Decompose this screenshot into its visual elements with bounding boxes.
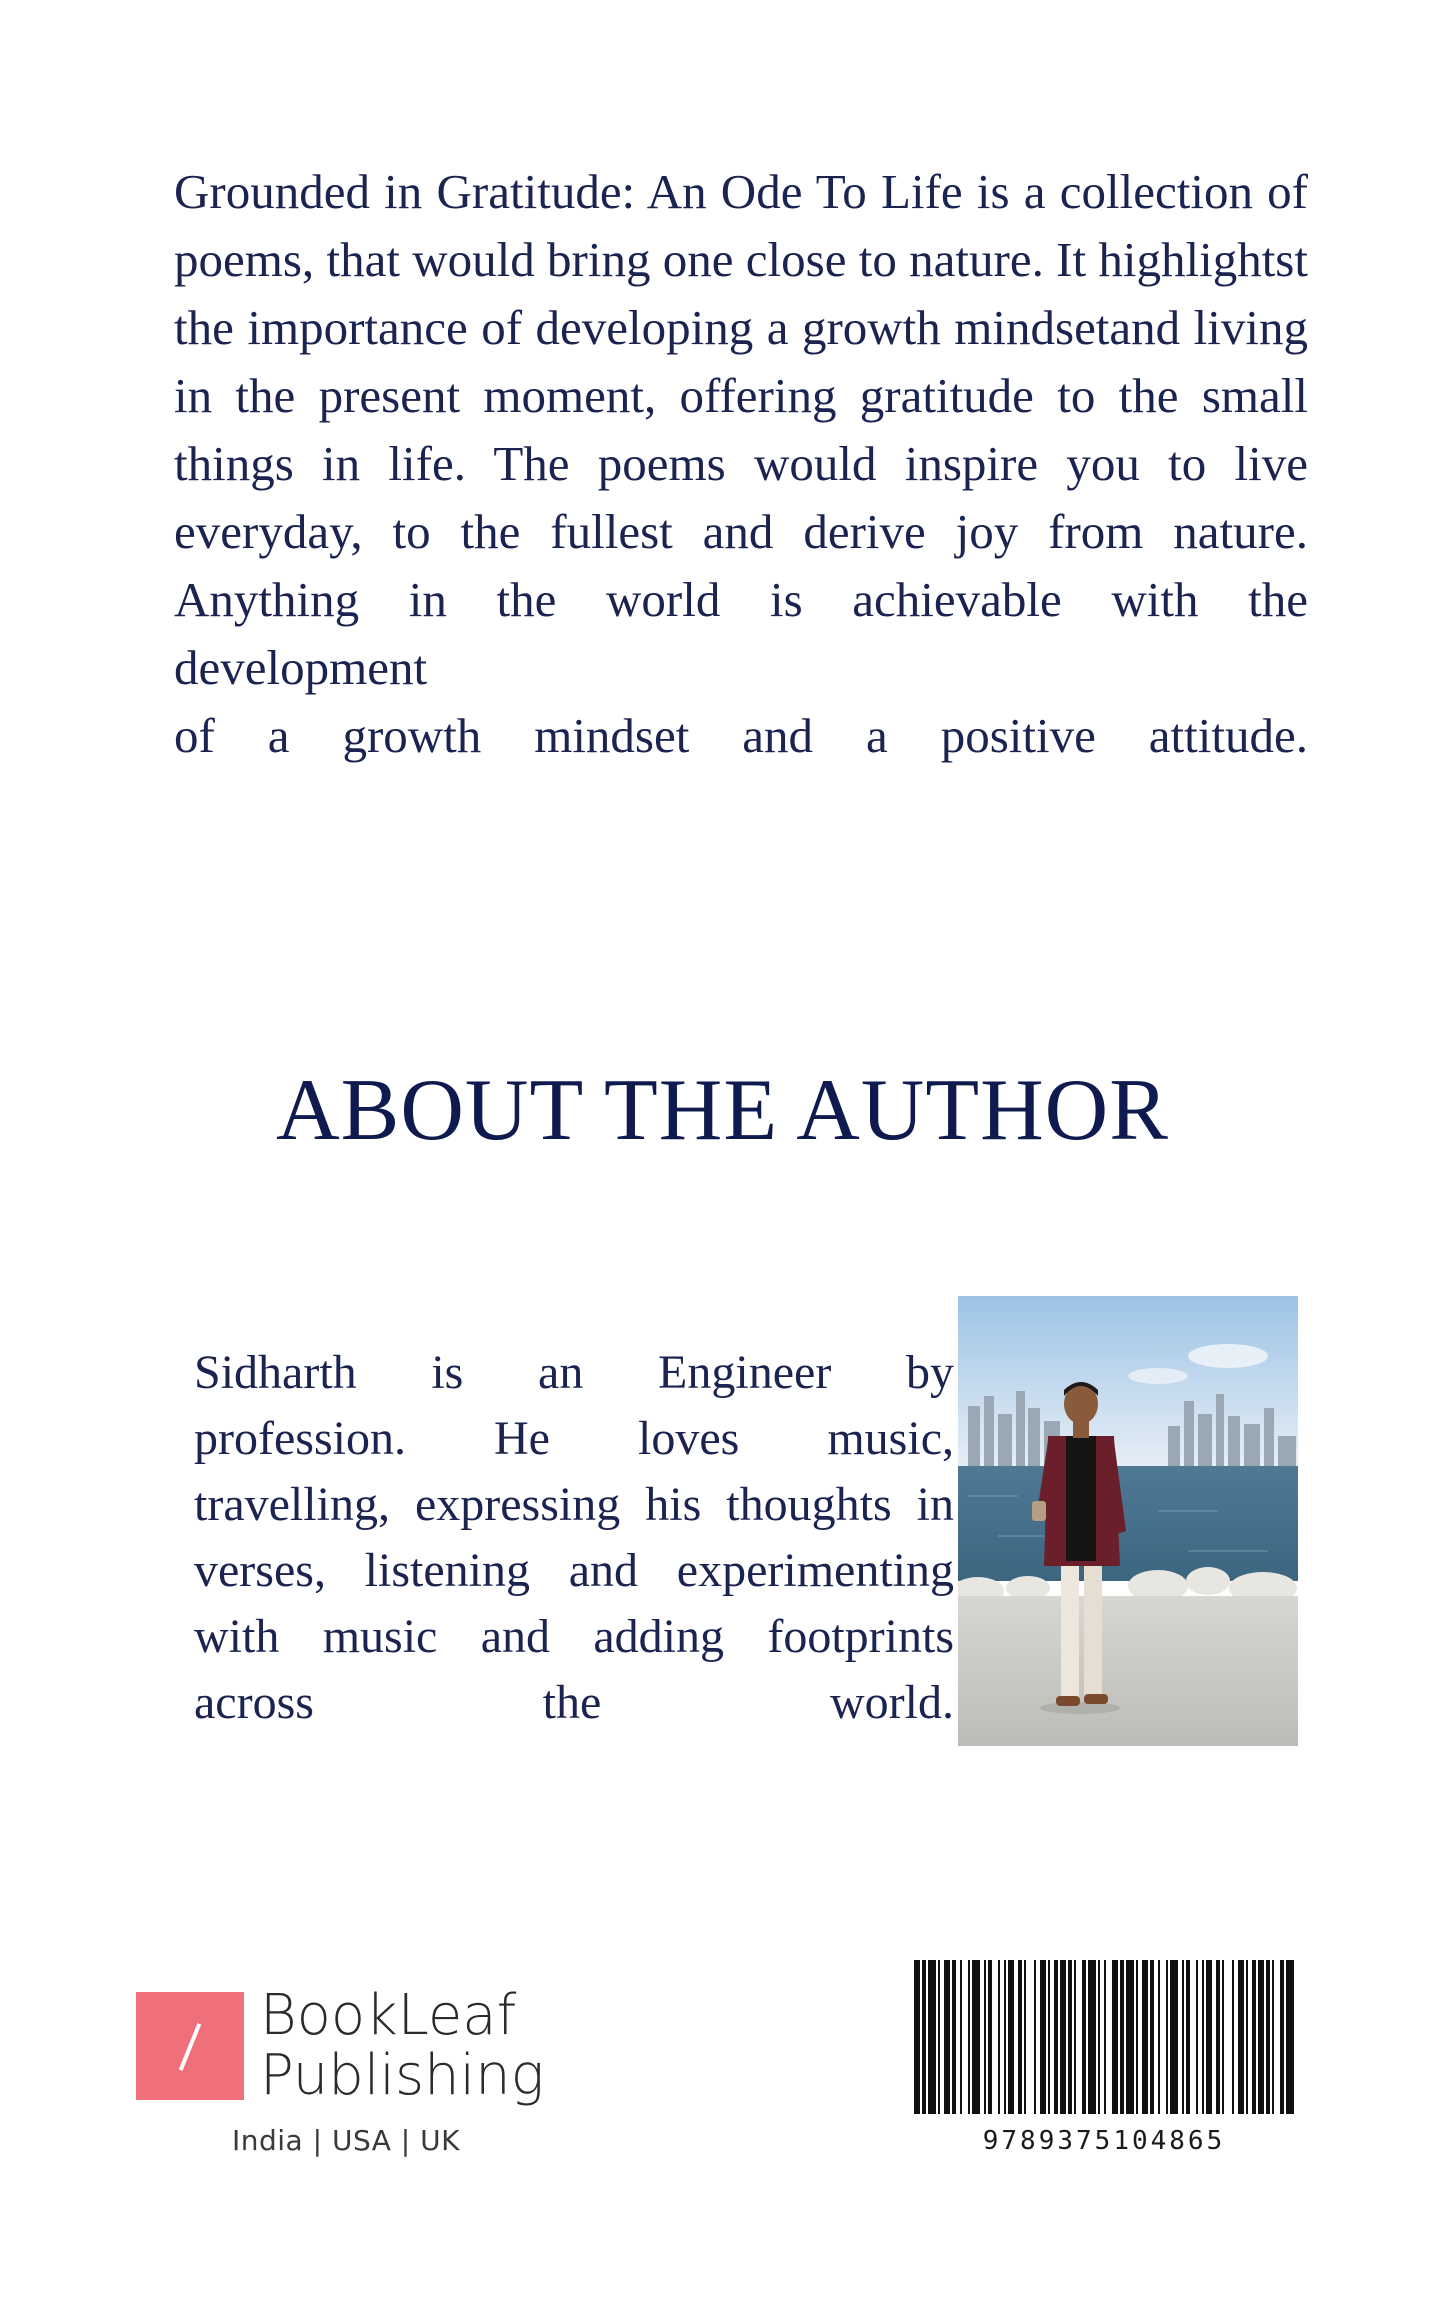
- bio-line: Sidharth is an Engineer by: [194, 1346, 954, 1399]
- barcode-bar: [1024, 1960, 1026, 2114]
- barcode-bar: [1074, 1960, 1076, 2114]
- barcode-bar: [1082, 1960, 1086, 2114]
- barcode-bar: [922, 1960, 926, 2114]
- barcode-bar: [1040, 1960, 1046, 2114]
- barcode-bar: [1258, 1960, 1264, 2114]
- barcode-bar: [1286, 1960, 1294, 2114]
- barcode-bar: [914, 1960, 920, 2114]
- barcode-bar: [1004, 1960, 1006, 2114]
- barcode-bar: [1120, 1960, 1124, 2114]
- barcode-bar: [1252, 1960, 1256, 2114]
- barcode-bar: [1196, 1960, 1198, 2114]
- blurb-line: in the present moment, offering gratitude to the small: [174, 368, 1308, 423]
- about-author-heading: ABOUT THE AUTHOR: [276, 1062, 1169, 1159]
- barcode-bar: [1098, 1960, 1100, 2114]
- bio-line: across the world.: [194, 1676, 954, 1729]
- author-photo-illustration: [958, 1296, 1298, 1746]
- barcode-bar: [988, 1960, 992, 2114]
- bio-line: with music and adding footprints: [194, 1610, 954, 1663]
- isbn-barcode: [912, 1960, 1296, 2160]
- barcode-bar: [984, 1960, 986, 2114]
- barcode-bar: [944, 1960, 950, 2114]
- barcode-bar: [1222, 1960, 1224, 2114]
- publisher-name-line1: BookLeaf: [260, 1983, 517, 2048]
- barcode-bar: [1216, 1960, 1220, 2114]
- barcode-bar: [1142, 1960, 1148, 2114]
- bio-line: verses, listening and experimenting: [194, 1544, 954, 1597]
- blurb-line: things in life. The poems would inspire you to live: [174, 436, 1308, 491]
- barcode-bar: [1048, 1960, 1050, 2114]
- blurb-line: Grounded in Gratitude: An Ode To Life is a collection of: [174, 164, 1308, 219]
- barcode-bars: [912, 1960, 1296, 2114]
- publisher-regions: India | USA | UK: [232, 2124, 460, 2157]
- barcode-bar: [968, 1960, 970, 2114]
- bio-line: travelling, expressing his thoughts in: [194, 1478, 954, 1531]
- publisher-name: [260, 1983, 545, 2108]
- blurb-line: of a growth mindset and a positive attitude.: [174, 708, 1308, 763]
- barcode-bar: [1136, 1960, 1138, 2114]
- blurb-line: poems, that would bring one close to nature. It highlightst: [174, 232, 1308, 287]
- barcode-bar: [952, 1960, 956, 2114]
- barcode-bar: [928, 1960, 936, 2114]
- barcode-bar: [1170, 1960, 1178, 2114]
- barcode-bar: [1088, 1960, 1096, 2114]
- barcode-bar: [1034, 1960, 1036, 2114]
- blurb-line: everyday, to the fullest and derive joy from nature.: [174, 504, 1308, 559]
- barcode-bar: [1272, 1960, 1274, 2114]
- author-bio: [194, 1340, 954, 1736]
- barcode-bar: [1182, 1960, 1184, 2114]
- barcode-bar: [1060, 1960, 1066, 2114]
- barcode-bar: [1186, 1960, 1190, 2114]
- blurb-line: Anything in the world is achievable with the development: [174, 572, 1308, 695]
- barcode-bar: [1112, 1960, 1118, 2114]
- publisher-name-line2: Publishing: [260, 2043, 545, 2108]
- barcode-bar: [1008, 1960, 1014, 2114]
- book-blurb: [174, 158, 1308, 770]
- barcode-bar: [938, 1960, 940, 2114]
- barcode-bar: [1246, 1960, 1248, 2114]
- barcode-bar: [1018, 1960, 1022, 2114]
- barcode-bar: [1266, 1960, 1270, 2114]
- author-photo: [958, 1296, 1298, 1746]
- barcode-bar: [1166, 1960, 1168, 2114]
- isbn-number: 9789375104865: [982, 2126, 1226, 2156]
- barcode-bar: [1126, 1960, 1134, 2114]
- bookleaf-logo-icon: [136, 1992, 244, 2100]
- barcode-bar: [1238, 1960, 1244, 2114]
- publisher-logo: [136, 1983, 556, 2112]
- barcode-bar: [1232, 1960, 1234, 2114]
- barcode-bar: [960, 1960, 962, 2114]
- barcode-bar: [1206, 1960, 1212, 2114]
- barcode-bar: [972, 1960, 980, 2114]
- blurb-line: the importance of developing a growth mindsetand living: [174, 300, 1308, 355]
- barcode-bar: [1104, 1960, 1106, 2114]
- barcode-bar: [1202, 1960, 1204, 2114]
- barcode-bar: [1158, 1960, 1160, 2114]
- bio-line: profession. He loves music,: [194, 1412, 954, 1465]
- barcode-bar: [1068, 1960, 1072, 2114]
- barcode-bar: [998, 1960, 1000, 2114]
- barcode-bar: [1280, 1960, 1284, 2114]
- barcode-bar: [1150, 1960, 1154, 2114]
- barcode-bar: [1054, 1960, 1058, 2114]
